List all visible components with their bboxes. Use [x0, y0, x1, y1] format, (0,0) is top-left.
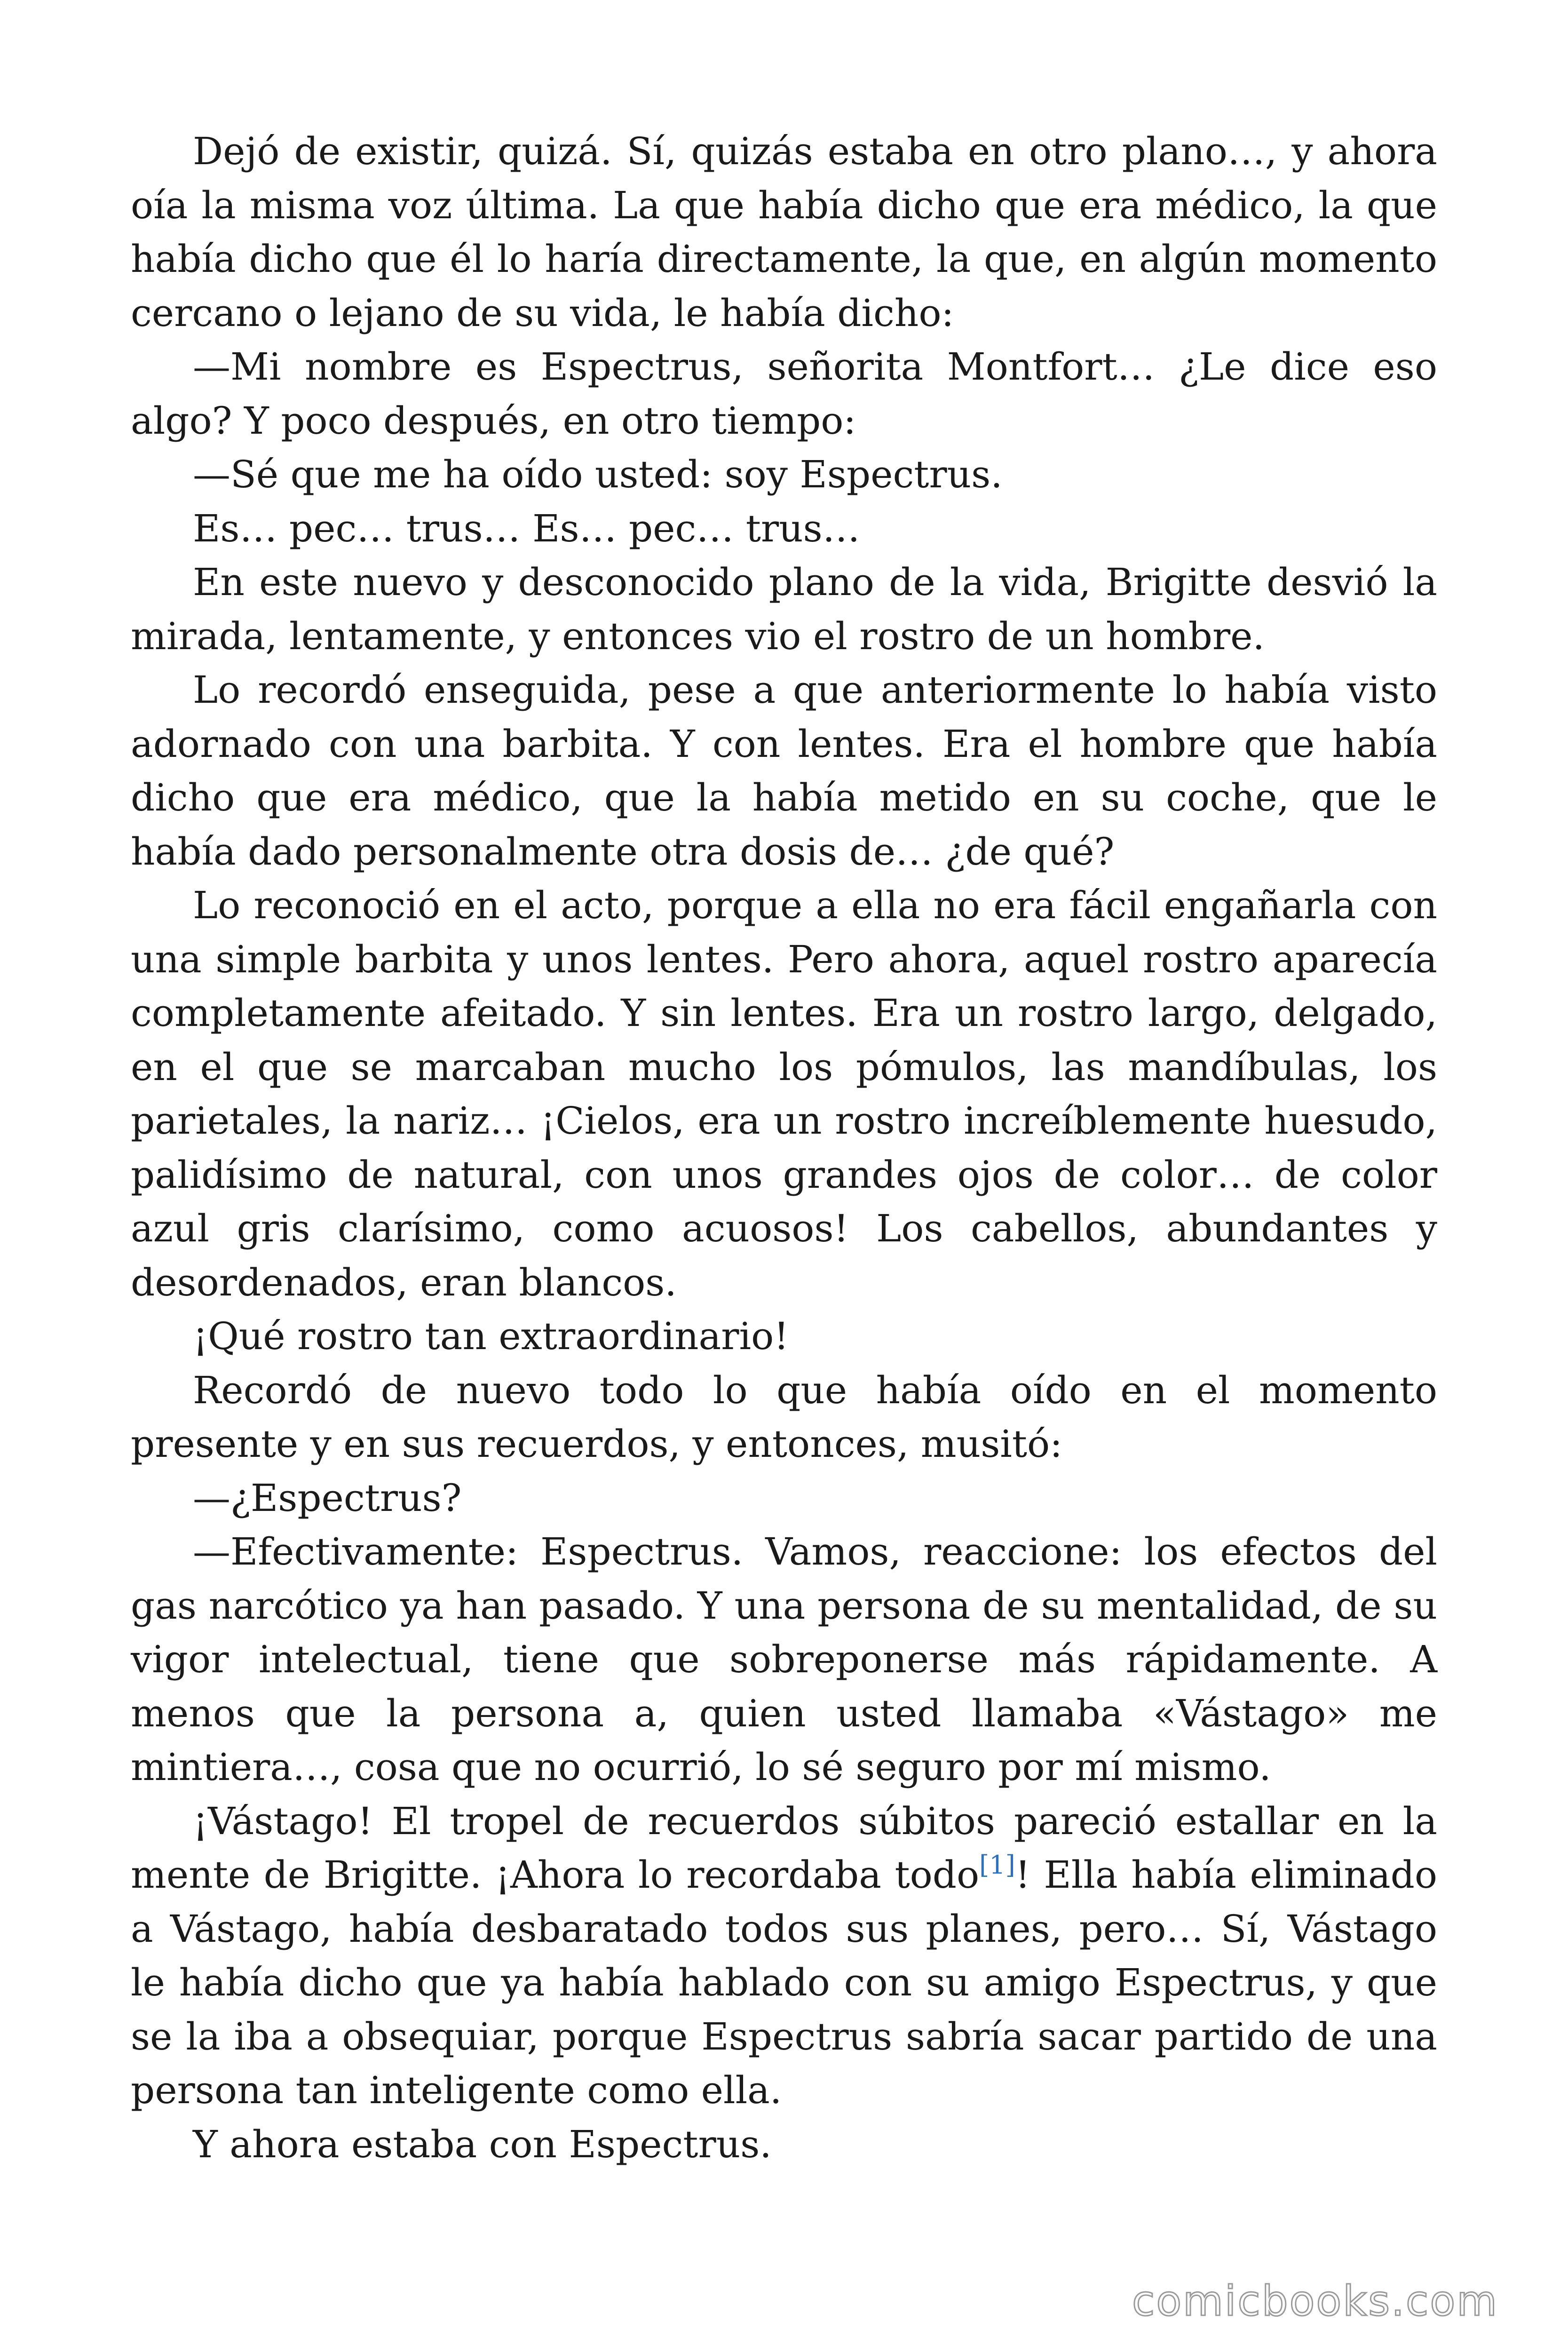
paragraph: —¿Espectrus? [193, 1476, 462, 1520]
paragraph: —Efectivamente: Espectrus. Vamos, reaccione: los efectos del gas narcótico ya han pasado. Y una persona de su mentalidad, de su vigor intelectual, tiene que sobreponerse más rápidamente. A menos que la persona a, quien usted llamaba «Vástago» me mintiera…, cosa que no ocurrió, lo sé seguro por mí mismo. [131, 1530, 1437, 1789]
paragraph: En este nuevo y desconocido plano de la vida, Brigitte desvió la mirada, lentamente, y entonces vio el rostro de un hombre. [131, 560, 1437, 658]
footnote-reference-link[interactable]: [1] [979, 1850, 1015, 1880]
paragraph-text-before-footnote: ¡Vástago! El tropel de recuerdos súbitos pareció estallar en la mente de Brigitte. ¡Ahora lo recordaba todo [131, 1799, 1437, 1897]
paragraph-with-footnote [131, 1795, 1437, 2118]
paragraph: —Mi nombre es Espectrus, señorita Montfort… ¿Le dice eso algo? Y poco después, en otro tiempo: [131, 345, 1437, 443]
paragraph: —Sé que me ha oído usted: soy Espectrus. [193, 453, 1003, 496]
paragraph: Dejó de existir, quizá. Sí, quizás estaba en otro plano…, y ahora oía la misma voz última. La que había dicho que era médico, la que había dicho que él lo haría directamente, la que, en algún momento cercano o lejano de su vida, le había dicho: [131, 129, 1437, 335]
paragraph: Recordó de nuevo todo lo que había oído en el momento presente y en sus recuerdos, y entonces, musitó: [131, 1368, 1437, 1466]
paragraph-text-after-footnote: ! Ella había eliminado a Vástago, había desbaratado todos sus planes, pero… Sí, Vástago le había dicho que ya había hablado con su amigo Espectrus, y que se la iba a obsequiar, porque Espectrus sabría sacar partido de una persona tan inteligente como ella. [131, 1853, 1438, 2112]
paragraph: Y ahora estaba con Espectrus. [193, 2122, 772, 2166]
watermark: comicbooks.com [1132, 2277, 1498, 2325]
paragraph: Es… pec… trus… Es… pec… trus… [193, 506, 860, 550]
paragraph: Lo recordó enseguida, pese a que anteriormente lo había visto adornado con una barbita. Y con lentes. Era el hombre que había dicho que era médico, que la había metido en su coche, que le había dado personalmente otra dosis de… ¿de qué? [131, 668, 1437, 874]
paragraph: Lo reconoció en el acto, porque a ella no era fácil engañarla con una simple barbita y unos lentes. Pero ahora, aquel rostro aparecía completamente afeitado. Y sin lentes. Era un rostro largo, delgado, en el que se marcaban mucho los pómulos, las mandíbulas, los parietales, la nariz… ¡Cielos, era un rostro increíblemente huesudo, palidísimo de natural, con unos grandes ojos de color… de color azul gris clarísimo, como acuosos! Los cabellos, abundantes y desordenados, eran blancos. [131, 883, 1437, 1304]
book-page-text [131, 125, 1437, 2171]
paragraph: ¡Qué rostro tan extraordinario! [193, 1314, 789, 1358]
